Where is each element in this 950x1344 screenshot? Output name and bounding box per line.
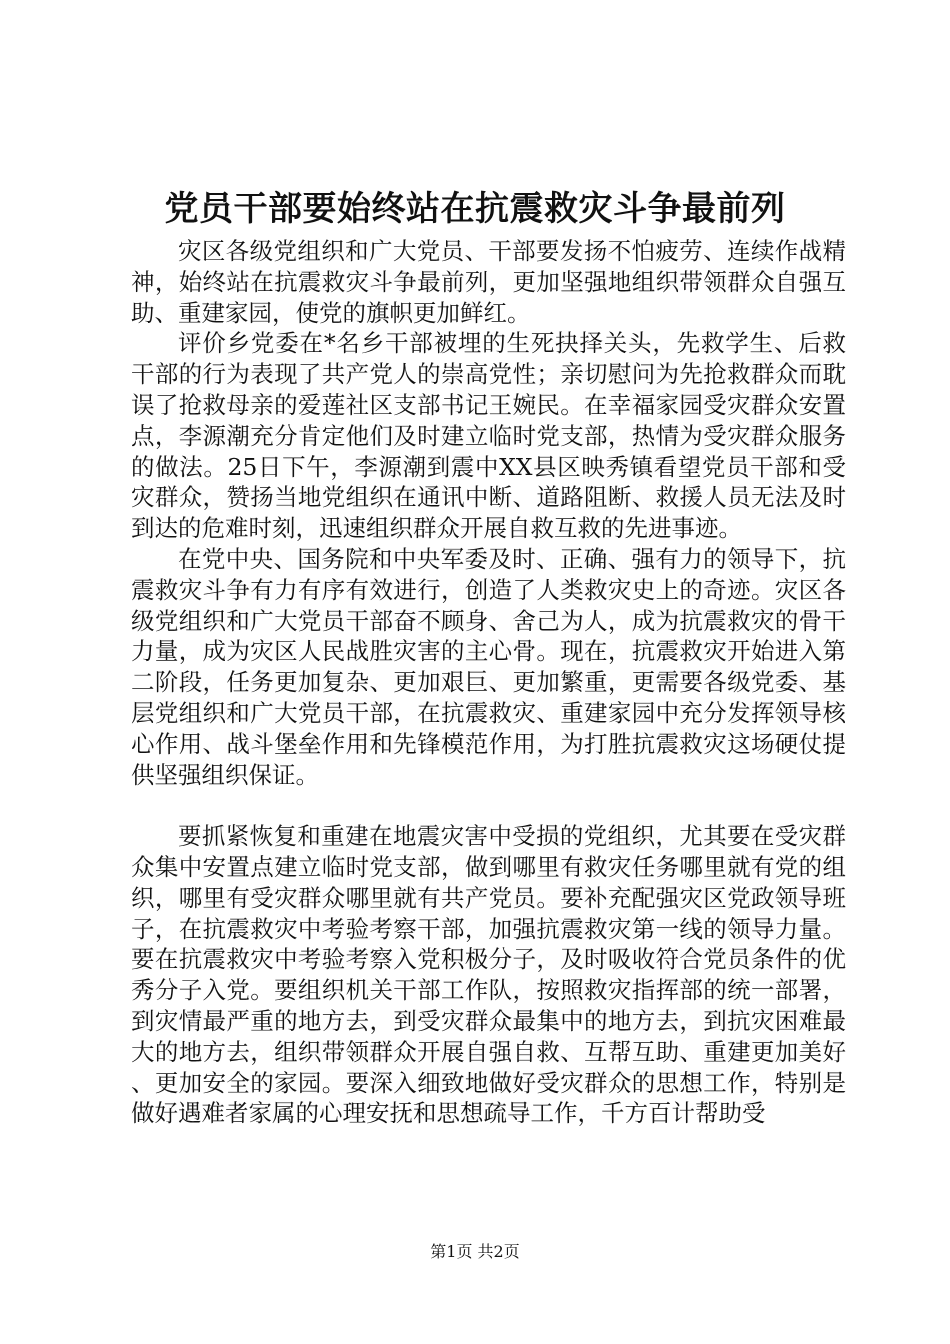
paragraph-3: 在党中央、国务院和中央军委及时、正确、强有力的领导下，抗震救灾斗争有力有序有效进行，创造了人类救灾史上的奇迹。灾区各级党组织和广大党员干部奋不顾身、舍己为人，成为抗震救灾的骨干力量，成为灾区人民战胜灾害的主心骨。现在，抗震救灾开始进入第二阶段，任务更加复杂、更加艰巨、更加繁重，更需要各级党委、基层党组织和广大党员干部，在抗震救灾、重建家园中充分发挥领导核心作用、战斗堡垒作用和先锋模范作用，为打胜抗震救灾这场硬仗提供坚强组织保证。 bbox=[131, 544, 846, 789]
paragraph-1: 灾区各级党组织和广大党员、干部要发扬不怕疲劳、连续作战精神，始终站在抗震救灾斗争最前列，更加坚强地组织带领群众自强互助、重建家园，使党的旗帜更加鲜红。 bbox=[131, 237, 846, 327]
paragraph-2: 评价乡党委在*名乡干部被埋的生死抉择关头，先救学生、后救干部的行为表现了共产党人的崇高党性；亲切慰问为先抢救群众而耽误了抢救母亲的爱莲社区支部书记王婉民。在幸福家园受灾群众安置点，李源潮充分肯定他们及时建立临时党支部，热情为受灾群众服务的做法。25日下午，李源潮到震中XX县区映秀镇看望党员干部和受灾群众，赞扬当地党组织在通讯中断、道路阻断、救援人员无法及时到达的危难时刻，迅速组织群众开展自救互救的先进事迹。 bbox=[131, 329, 846, 543]
document-title: 党员干部要始终站在抗震救灾斗争最前列 bbox=[164, 189, 786, 229]
document-body bbox=[131, 236, 846, 1129]
page-footer: 第1页 共2页 bbox=[430, 1242, 520, 1261]
paragraph-4: 要抓紧恢复和重建在地震灾害中受损的党组织，尤其要在受灾群众集中安置点建立临时党支部，做到哪里有救灾任务哪里就有党的组织，哪里有受灾群众哪里就有共产党员。要补充配强灾区党政领导班子，在抗震救灾中考验考察干部，加强抗震救灾第一线的领导力量。要在抗震救灾中考验考察入党积极分子，及时吸收符合党员条件的优秀分子入党。要组织机关干部工作队，按照救灾指挥部的统一部署，到灾情最严重的地方去，到受灾群众最集中的地方去，到抗灾困难最大的地方去，组织带领群众开展自强自救、互帮互助、重建更加美好、更加安全的家园。要深入细致地做好受灾群众的思想工作，特别是做好遇难者家属的心理安抚和思想疏导工作，千方百计帮助受 bbox=[131, 822, 846, 1128]
